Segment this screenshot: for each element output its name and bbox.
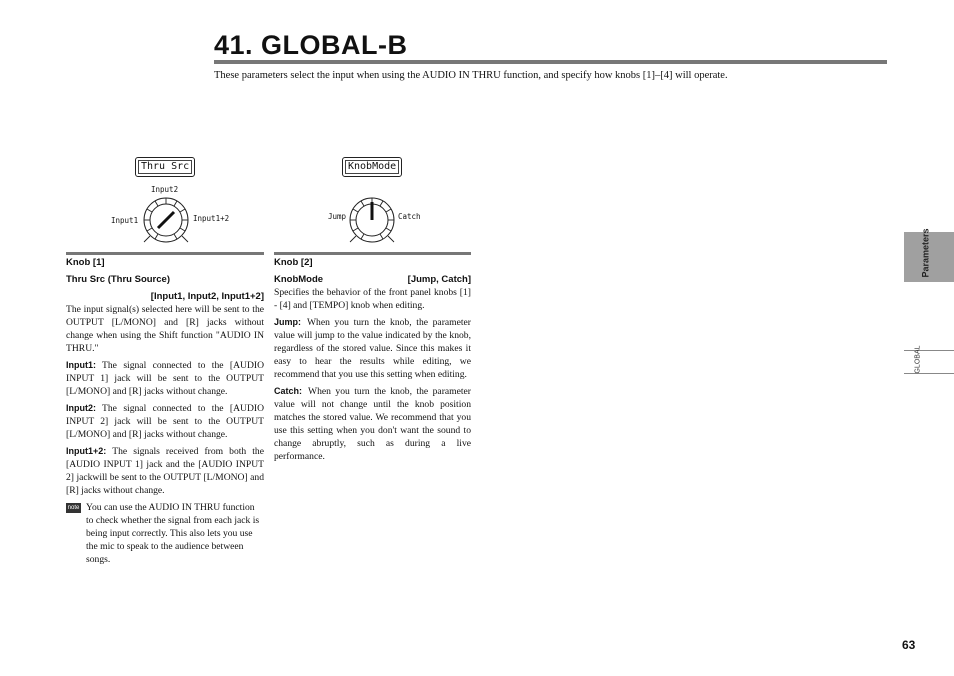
knob-1-icon [136, 190, 196, 248]
option-text: The signal connected to the [AUDIO INPUT 1] jack will be sent to the OUTPUT [L/MONO] and [R] jacks without change. [66, 360, 264, 397]
note-text: You can use the AUDIO IN THRU function to check whether the signal from each jack is being input correctly. This also lets you use the mic to speak to the audience between songs. [86, 502, 260, 565]
knob-2-icon [342, 190, 402, 248]
param-range: [Input1, Input2, Input1+2] [150, 291, 264, 302]
note-icon: note [67, 505, 80, 511]
column-1-rule [66, 252, 264, 255]
param-name: KnobMode [274, 274, 324, 285]
param-header [274, 273, 471, 286]
knob-label-left: Input1 [111, 216, 139, 225]
param-range: [Jump, Catch] [407, 274, 471, 285]
option-text: When you turn the knob, the parameter value will not change until the knob position matches the stored value. We recommend that you use this setting when you don't want the sound to change abruptly, such as during a live performance. [274, 386, 471, 462]
option-text: The signal connected to the [AUDIO INPUT 2] jack will be sent to the OUTPUT [L/MONO] and [R] jacks without change. [66, 403, 264, 440]
param-name: Thru Src (Thru Source) [66, 274, 170, 285]
knob-1-heading: Knob [1] [66, 257, 105, 268]
knob-2-heading: Knob [2] [274, 257, 313, 268]
option-item [274, 316, 471, 381]
thru-src-lcd [135, 157, 195, 177]
knob-label-right: Catch [398, 212, 421, 221]
lcd-text: KnobMode [345, 160, 399, 174]
title-rule [214, 60, 887, 64]
knob-mode-lcd [342, 157, 402, 177]
option-item [66, 402, 264, 441]
option-term: Input1: [66, 360, 96, 370]
note-block [66, 501, 264, 566]
option-text: When you turn the knob, the parameter value will jump to the value indicated by the knob, regardless of the stored value. Since this makes it easy to hear the results while editing, we recommend that you use this setting when editing. [274, 317, 471, 380]
knob-label-left: Jump [328, 212, 347, 221]
section-tab-label: Parameters [920, 228, 931, 278]
option-item [66, 445, 264, 497]
column-1 [66, 256, 264, 566]
section-box-label: GLOBAL [914, 345, 922, 374]
option-item [274, 385, 471, 463]
knob-label-right: Input1+2 [193, 214, 230, 223]
column-2-rule [274, 252, 471, 255]
option-term: Input1+2: [66, 446, 107, 456]
knob-label-top: Input2 [151, 185, 179, 194]
section-box [904, 350, 954, 374]
option-item [66, 359, 264, 398]
option-term: Catch: [274, 386, 303, 396]
column-2 [274, 256, 471, 467]
intro-text: These parameters select the input when using the AUDIO IN THRU function, and specify how knobs [1]–[4] will operate. [214, 70, 728, 81]
option-text: The signals received from both the [AUDIO INPUT 1] jack and the [AUDIO INPUT 2] jackwill be sent to the OUTPUT [L/MONO] and [R] jacks without change. [66, 446, 264, 496]
param-description: Specifies the behavior of the front panel knobs [1] - [4] and [TEMPO] knob when editing. [274, 287, 471, 311]
option-term: Input2: [66, 403, 96, 413]
page-number: 63 [902, 638, 916, 652]
lcd-text: Thru Src [138, 160, 192, 174]
param-description: The input signal(s) selected here will be sent to the OUTPUT [L/MONO] and [R] jacks without change when using the Shift function "AUDIO IN THRU." [66, 304, 264, 354]
option-term: Jump: [274, 317, 301, 327]
page-title: 41. GLOBAL-B [214, 30, 408, 60]
